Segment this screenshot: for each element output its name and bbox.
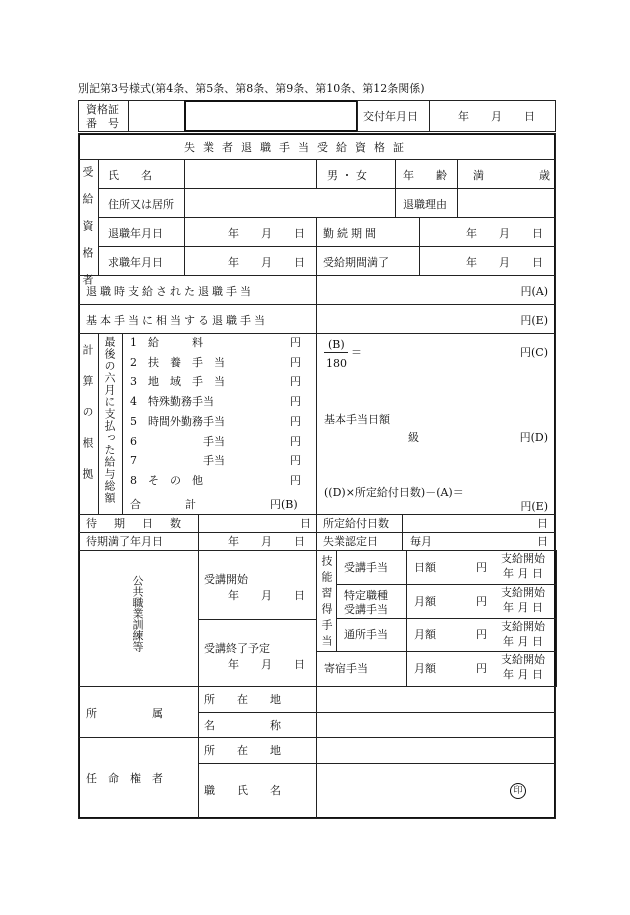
- daily-amount-label: 基本手当日額: [324, 413, 390, 426]
- allowance-start-value: 年 月 日: [503, 668, 543, 681]
- fixed-days-label: 所定給付日数: [323, 517, 389, 530]
- sex-value: 男 ・ 女: [327, 169, 367, 182]
- seal-mark: 印: [510, 783, 526, 799]
- formula-denominator: 180: [326, 357, 347, 370]
- calc-item-label: 6 手当: [130, 435, 225, 448]
- calc-item-label: 2 扶 養 手 当: [130, 356, 225, 369]
- paid-allowance-label: 退職時支給された退職手当: [86, 285, 254, 298]
- calc-total-label: 合 計: [130, 498, 196, 511]
- allowance-label: 寄宿手当: [324, 662, 368, 675]
- calc-item-unit: 円: [290, 395, 301, 408]
- calc-sub-label: 最後の六月に支払った給与総額: [103, 336, 116, 504]
- waiting-end-label: 待期満了年月日: [86, 535, 163, 548]
- allowance-period: 月額: [414, 628, 436, 641]
- name-field[interactable]: [184, 159, 317, 189]
- appointer-location-label: 所 在 地: [204, 744, 281, 757]
- calc-item-unit: 円: [290, 415, 301, 428]
- waiting-days-unit: 日: [300, 517, 311, 530]
- calc-item-label: 1 給 料: [130, 336, 203, 349]
- allowance-start-label: 支給開始: [501, 552, 545, 565]
- allowance-period: 日額: [414, 560, 436, 574]
- job-seek-value: 年 月 日: [228, 256, 305, 269]
- reason-label: 退職理由: [403, 198, 447, 211]
- appointer-location-field[interactable]: [316, 737, 556, 764]
- issue-date-value: 年 月 日: [458, 110, 535, 123]
- training-label: 公共職業訓練等: [131, 575, 144, 652]
- calc-item-label: 3 地 域 手 当: [130, 375, 225, 388]
- cert-day-value: 毎月: [410, 535, 432, 548]
- retire-date-label: 退職年月日: [108, 227, 163, 240]
- cert-no-label-1: 資格証: [86, 103, 119, 116]
- training-end-label: 受講終了予定: [204, 642, 270, 655]
- skill-allowance-label: 技能習得手当: [320, 555, 333, 651]
- formula-fraction-bar: [324, 352, 348, 353]
- benefit-expiry-label: 受給期間満了: [323, 256, 389, 269]
- allowance-start-value: 年 月 日: [503, 601, 543, 614]
- age-label: 年 齢: [403, 169, 447, 182]
- paid-allowance-unit: 円(A): [520, 285, 548, 298]
- calc-item-unit: 円: [290, 435, 301, 448]
- waiting-days-label: 待 期 日 数: [86, 517, 184, 530]
- allowance-start-value: 年 月 日: [503, 635, 543, 648]
- allowance-period: 月額: [414, 594, 436, 608]
- certificate-form: [78, 100, 556, 819]
- calc-label: 計算の根拠: [81, 344, 94, 499]
- allowance-unit: 円: [476, 662, 487, 675]
- cert-day-label: 失業認定日: [323, 535, 378, 548]
- service-label: 勤続期間: [323, 227, 379, 240]
- calc-item-unit: 円: [290, 474, 301, 487]
- allowance-unit: 円: [476, 594, 487, 608]
- fixed-days-field[interactable]: [402, 514, 556, 533]
- address-label: 住所又は居所: [108, 198, 174, 211]
- allowance-unit: 円: [476, 628, 487, 641]
- header-blank-thick-box: [184, 100, 358, 132]
- affiliation-label: 所 属: [86, 707, 163, 720]
- affiliation-location-field[interactable]: [316, 686, 556, 713]
- calc-item-label: 8 そ の 他: [130, 474, 203, 487]
- affiliation-name-label: 名 称: [204, 719, 281, 732]
- basic-equiv-unit: 円(E): [520, 314, 548, 327]
- training-end-value: 年 月 日: [228, 658, 305, 671]
- retire-date-value: 年 月 日: [228, 227, 305, 240]
- allowance-start-label: 支給開始: [501, 620, 545, 633]
- allowance-unit: 円: [476, 560, 487, 574]
- benefit-expiry-value: 年 月 日: [466, 256, 543, 269]
- form-caption: 別記第3号様式(第4条、第5条、第8条、第9条、第10条、第12条関係): [78, 82, 425, 95]
- calc-item-unit: 円: [290, 336, 301, 349]
- form-title: 失業者退職手当受給資格証: [184, 141, 412, 154]
- issue-date-label: 交付年月日: [363, 110, 418, 123]
- formula-numerator: (B): [328, 338, 345, 351]
- age-value: 満 歳: [473, 169, 550, 182]
- allowance-start-label: 支給開始: [501, 653, 545, 666]
- affiliation-name-field[interactable]: [316, 712, 556, 738]
- training-start-value: 年 月 日: [228, 589, 305, 602]
- address-field[interactable]: [184, 188, 396, 218]
- calc-item-unit: 円: [290, 454, 301, 467]
- grade-label: 級: [408, 431, 419, 444]
- allowance-label: 通所手当: [344, 628, 388, 641]
- formula2-unit: 円(E): [520, 500, 548, 513]
- cert-no-field[interactable]: [128, 100, 185, 132]
- formula-equals: ＝: [351, 346, 362, 359]
- appointer-label: 任 命 権 者: [86, 772, 163, 785]
- waiting-end-value: 年 月 日: [228, 535, 305, 548]
- allowance-start-value: 年 月 日: [503, 567, 543, 580]
- allowance-start-label: 支給開始: [501, 586, 545, 599]
- calc-total-unit: 円(B): [270, 498, 298, 511]
- affiliation-location-label: 所 在 地: [204, 693, 281, 706]
- service-value: 年 月 日: [466, 227, 543, 240]
- formula-unit-c: 円(C): [520, 346, 548, 359]
- basic-equiv-label: 基本手当に相当する退職手当: [86, 314, 268, 327]
- calc-item-unit: 円: [290, 375, 301, 388]
- allowance-period: 月額: [414, 662, 436, 675]
- appointer-title-label: 職 氏 名: [204, 784, 281, 797]
- formula2: ((D)×所定給付日数)－(A)＝: [324, 486, 464, 499]
- daily-amount-unit: 円(D): [519, 431, 548, 444]
- allowance-label: 受講手当: [344, 560, 388, 574]
- cert-day-unit: 日: [537, 535, 548, 548]
- cert-no-label-2: 番 号: [86, 117, 119, 130]
- calc-item-label: 5 時間外勤務手当: [130, 415, 225, 428]
- calc-item-label: 7 手当: [130, 454, 225, 467]
- training-start-label: 受講開始: [204, 573, 248, 586]
- allowance-label-line2: 受講手当: [344, 603, 388, 616]
- reason-field[interactable]: [457, 188, 556, 218]
- allowance-label-line1: 特定職種: [344, 589, 388, 602]
- calc-item-label: 4 特殊勤務手当: [130, 395, 214, 408]
- name-label: 氏 名: [108, 169, 152, 182]
- qualified-person-label: 受給資格者: [81, 166, 94, 301]
- calc-item-unit: 円: [290, 356, 301, 369]
- fixed-days-unit: 日: [537, 517, 548, 530]
- job-seek-label: 求職年月日: [108, 256, 163, 269]
